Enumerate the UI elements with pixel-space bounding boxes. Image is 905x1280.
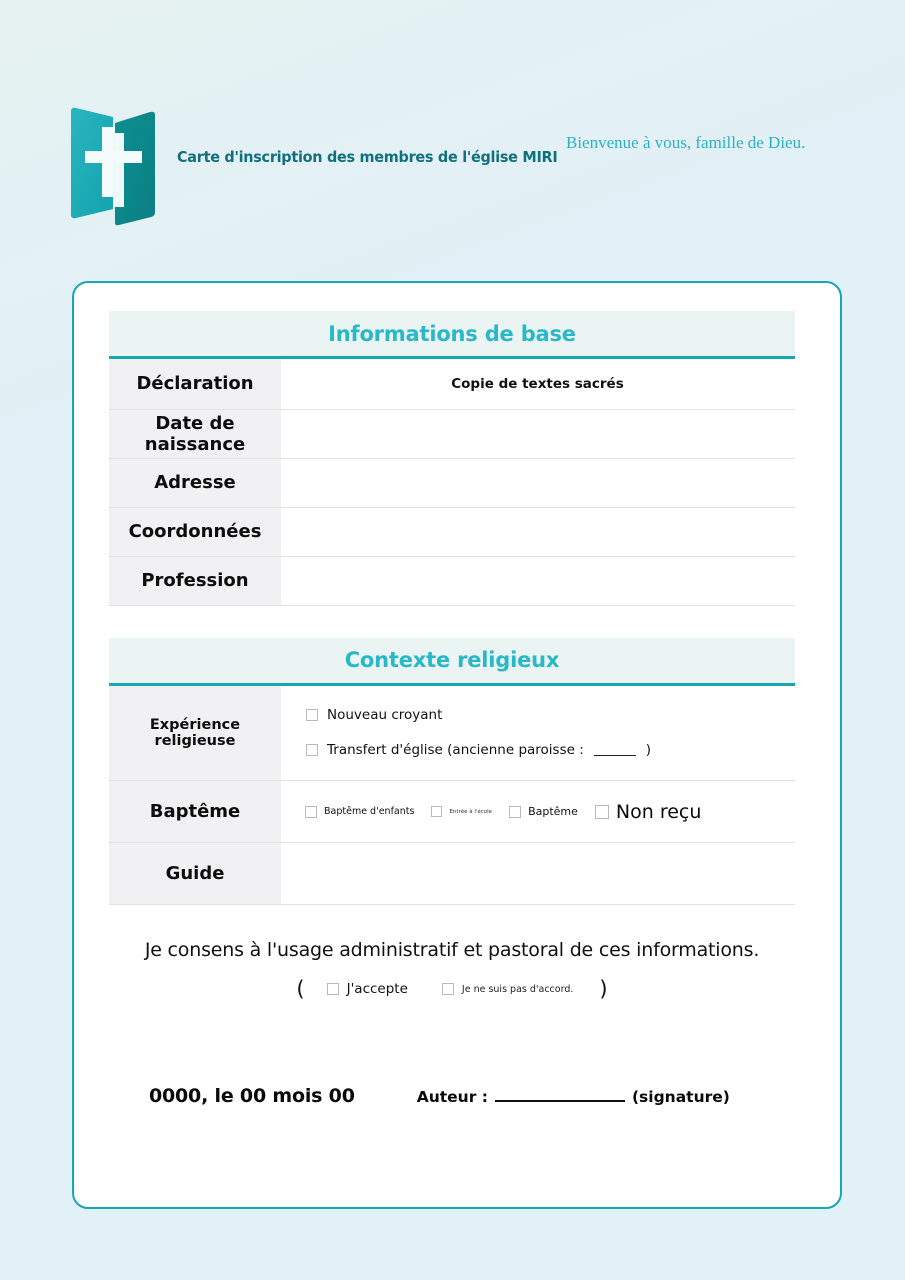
author-label: Auteur : [416, 1088, 488, 1106]
table-row [109, 507, 795, 556]
checkbox-option-entree-ecole[interactable] [431, 806, 492, 817]
row-value-guide[interactable] [281, 843, 795, 905]
checkbox-icon[interactable] [306, 744, 318, 756]
checkbox-label: Baptême d'enfants [324, 806, 415, 817]
card-footer [109, 1085, 795, 1107]
checkbox-label-suffix: ) [645, 742, 652, 759]
checkbox-option-bapteme[interactable] [509, 805, 578, 818]
checkbox-icon[interactable] [306, 709, 318, 721]
checkbox-option-je-ne-suis-pas-daccord[interactable] [442, 983, 573, 995]
card-content [109, 311, 795, 1107]
table-row [109, 458, 795, 507]
consent-options [109, 977, 795, 1001]
welcome-tagline: Bienvenue à vous, famille de Dieu. [566, 133, 806, 152]
row-label-guide: Guide [109, 843, 281, 905]
row-label-adresse: Adresse [109, 458, 281, 507]
checkbox-label: Nouveau croyant [327, 707, 443, 724]
table-row [109, 359, 795, 409]
checkbox-label: Entrée à l'école [449, 808, 493, 815]
table-row [109, 409, 795, 458]
table-row [109, 843, 795, 905]
section-spacer [109, 606, 795, 638]
row-label-profession: Profession [109, 556, 281, 605]
date-placeholder[interactable]: 0000, le 00 mois 00 [149, 1085, 355, 1107]
checkbox-label: J'accepte [346, 981, 408, 997]
section-banner-contexte-religieux [109, 638, 795, 686]
close-paren: ) [599, 977, 608, 1001]
row-value-profession[interactable] [281, 556, 795, 605]
row-value-date-de-naissance[interactable] [281, 409, 795, 458]
table-row [109, 781, 795, 843]
signature-line[interactable] [495, 1089, 625, 1102]
table-row [109, 556, 795, 605]
page-title: Carte d'inscription des membres de l'église MIRI [177, 148, 558, 166]
table-informations-de-base [109, 359, 795, 606]
open-book-cross-icon [69, 105, 157, 227]
section-banner-informations-de-base [109, 311, 795, 359]
row-label-coordonnees: Coordonnées [109, 507, 281, 556]
checkbox-option-nouveau-croyant[interactable] [306, 707, 795, 723]
checkbox-icon[interactable] [305, 806, 317, 818]
checkbox-option-jaccepte[interactable] [327, 981, 408, 997]
row-label-experience-religieuse: Expérience religieuse [109, 686, 281, 781]
checkbox-label: Transfert d'église (ancienne paroisse : [327, 742, 584, 759]
row-label-bapteme: Baptême [109, 781, 281, 843]
row-label-date-de-naissance: Date de naissance [109, 409, 281, 458]
checkbox-icon[interactable] [509, 806, 521, 818]
registration-card [72, 281, 842, 1209]
table-row [109, 686, 795, 781]
consent-statement: Je consens à l'usage administratif et pastoral de ces informations. [144, 939, 760, 961]
row-value-coordonnees[interactable] [281, 507, 795, 556]
row-value-adresse[interactable] [281, 458, 795, 507]
section-title: Informations de base [328, 321, 576, 346]
open-paren: ( [296, 977, 305, 1001]
checkbox-option-bapteme-enfants[interactable] [305, 806, 414, 818]
row-value-experience-religieuse [281, 686, 795, 781]
checkbox-option-transfert-eglise[interactable] [306, 742, 795, 758]
checkbox-icon[interactable] [431, 806, 442, 817]
checkbox-label: Baptême [528, 805, 578, 818]
row-value-declaration[interactable]: Copie de textes sacrés [281, 359, 795, 409]
row-value-bapteme [281, 781, 795, 843]
signature-block [417, 1088, 730, 1106]
table-contexte-religieux [109, 686, 795, 906]
consent-section [109, 939, 795, 1001]
checkbox-label: Je ne suis pas d'accord. [461, 983, 574, 995]
fill-in-blank-ancienne-paroisse[interactable] [594, 745, 636, 756]
page-header [0, 0, 905, 270]
row-label-declaration: Déclaration [109, 359, 281, 409]
section-title: Contexte religieux [344, 648, 560, 672]
checkbox-icon[interactable] [327, 983, 339, 995]
checkbox-icon[interactable] [595, 805, 609, 819]
signature-note: (signature) [631, 1088, 730, 1106]
checkbox-label: Non reçu [615, 800, 702, 823]
checkbox-option-non-recu[interactable] [595, 801, 702, 823]
checkbox-icon[interactable] [442, 983, 454, 995]
